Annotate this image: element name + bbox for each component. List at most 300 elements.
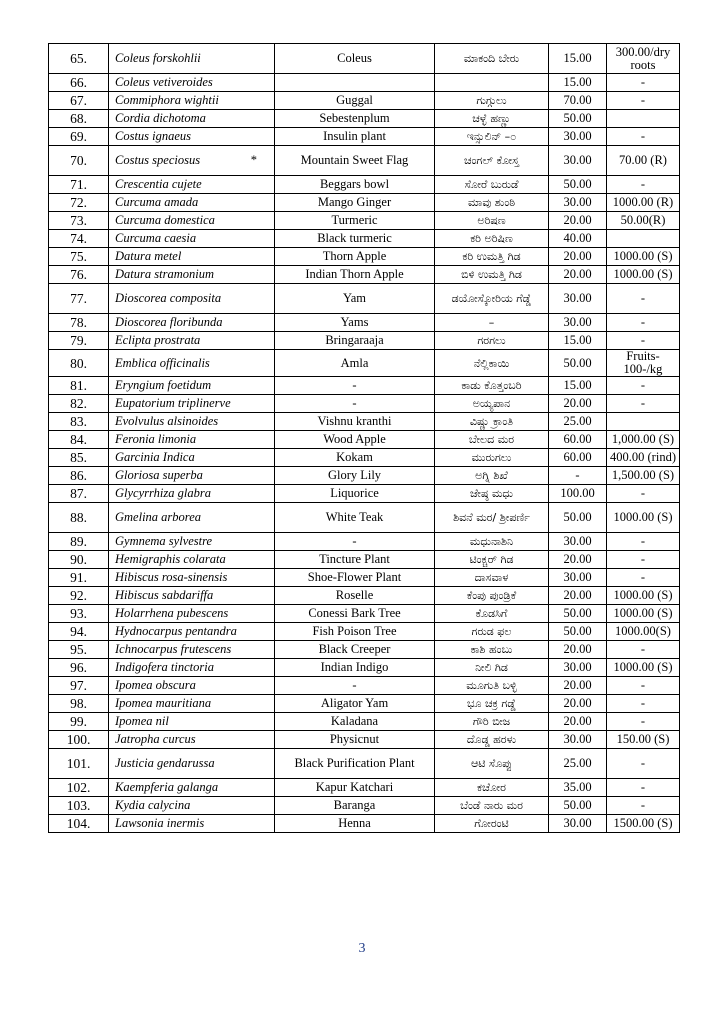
scientific-name (109, 395, 275, 413)
common-name-text: Coleus (337, 51, 372, 65)
table-row (49, 44, 680, 74)
common-name-text: Fish Poison Tree (312, 624, 397, 638)
kannada-name-text: ಕಚೋರ (477, 781, 506, 794)
kannada-name (435, 551, 549, 569)
row-number-text: 72. (70, 195, 87, 210)
kannada-name-text: ನೆಲ್ಲಿಕಾಯಿ (473, 356, 510, 370)
page-number: 3 (358, 941, 366, 956)
seedling-price-text: 15.00 (563, 75, 592, 89)
common-name-text: Kaladana (330, 714, 379, 728)
common-name (275, 587, 435, 605)
kannada-name-text: ಆಟಿ ಸೊಪ್ಪು (470, 757, 513, 770)
scientific-name (109, 92, 275, 110)
row-number (49, 413, 109, 431)
kannada-name (435, 110, 549, 128)
scientific-name-text: Eclipta prostrata (115, 333, 201, 347)
common-name (275, 230, 435, 248)
common-name-text: Bringaraaja (325, 333, 384, 347)
row-number-text: 80. (70, 355, 87, 371)
seedling-price-text: 30.00 (563, 291, 592, 305)
plant-price-table-container (48, 43, 679, 833)
row-number-text: 69. (70, 129, 87, 144)
row-number (49, 551, 109, 569)
row-number-text: 86. (70, 468, 87, 483)
row-number-text: 66. (70, 75, 87, 90)
row-number (49, 797, 109, 815)
seedling-price-text: 15.00 (563, 333, 592, 347)
produce-rate (607, 695, 680, 713)
produce-rate-text: 1,000.00 (S) (611, 432, 675, 446)
scientific-name (109, 623, 275, 641)
produce-rate-text: - (640, 552, 646, 566)
scientific-name (109, 815, 275, 833)
scientific-name-text: Kydia calycina (115, 798, 191, 812)
common-name-text: - (352, 396, 357, 410)
produce-rate-text: 1500.00 (S) (613, 816, 673, 830)
row-number-text: 90. (70, 552, 87, 567)
common-name (275, 551, 435, 569)
produce-rate (607, 587, 680, 605)
scientific-name-text: Kaempferia galanga (115, 780, 219, 794)
common-name (275, 248, 435, 266)
produce-rate-text: - (640, 570, 646, 584)
asterisk-mark: * (250, 153, 257, 167)
row-number (49, 92, 109, 110)
produce-rate (607, 533, 680, 551)
kannada-name-text: ಕಾಶಿ ಹಂಬು (470, 643, 513, 656)
produce-rate (607, 284, 680, 314)
produce-rate (607, 128, 680, 146)
scientific-name-text: Justicia gendarussa (115, 756, 215, 770)
kannada-name-text: ಕರಿ ಅರಿಷಿಣ (470, 232, 513, 245)
table-body (49, 44, 680, 833)
row-number-text: 88. (70, 510, 87, 525)
row-number-text: 92. (70, 588, 87, 603)
table-row (49, 731, 680, 749)
kannada-name-text: ಭೂ ಚಕ್ರ ಗಡ್ಡೆ (466, 697, 517, 710)
table-row (49, 92, 680, 110)
table-row (49, 485, 680, 503)
produce-rate (607, 779, 680, 797)
seedling-price-text: 20.00 (563, 642, 592, 656)
kannada-name-text: ಗೌರಿ ಬೀಜ (472, 715, 511, 728)
produce-rate (607, 467, 680, 485)
produce-rate (607, 395, 680, 413)
common-name (275, 467, 435, 485)
produce-rate (607, 74, 680, 92)
scientific-name (109, 194, 275, 212)
row-number (49, 266, 109, 284)
seedling-price-text: 25.00 (563, 414, 592, 428)
kannada-name (435, 677, 549, 695)
produce-rate-text: 1000.00 (S) (613, 660, 673, 674)
seedling-price-text: 20.00 (563, 249, 592, 263)
seedling-price (549, 551, 607, 569)
row-number (49, 641, 109, 659)
common-name-text: Glory Lily (327, 468, 382, 482)
seedling-price-text: 20.00 (563, 696, 592, 710)
scientific-name-text: Eupatorium triplinerve (115, 396, 231, 410)
seedling-price-text: 35.00 (563, 780, 592, 794)
kannada-name-text: ಚಳ್ಳೆ ಹಣ್ಣು (472, 112, 511, 125)
common-name-text: White Teak (325, 510, 384, 524)
seedling-price-text: 50.00 (563, 355, 592, 370)
scientific-name (109, 695, 275, 713)
common-name-text: Mango Ginger (317, 195, 392, 209)
common-name (275, 569, 435, 587)
seedling-price (549, 797, 607, 815)
row-number-text: 85. (70, 450, 87, 465)
produce-rate (607, 176, 680, 194)
row-number (49, 677, 109, 695)
produce-rate-text: - (640, 396, 646, 410)
row-number (49, 485, 109, 503)
kannada-name (435, 569, 549, 587)
seedling-price-text: 20.00 (563, 678, 592, 692)
produce-rate (607, 503, 680, 533)
kannada-name-text: ಸೋರೆ ಬುರುಡೆ (464, 178, 519, 191)
row-number-text: 67. (70, 93, 87, 108)
produce-rate-text: Fruits-100-/kg (623, 349, 663, 376)
common-name (275, 212, 435, 230)
produce-rate (607, 92, 680, 110)
row-number (49, 533, 109, 551)
common-name-text: Wood Apple (323, 432, 386, 446)
common-name (275, 485, 435, 503)
kannada-name-text: ಮಾವು ಶುಂಠಿ (467, 196, 515, 209)
scientific-name (109, 587, 275, 605)
scientific-name-text: Datura metel (115, 249, 182, 263)
common-name (275, 815, 435, 833)
row-number-text: 68. (70, 111, 87, 126)
kannada-name (435, 92, 549, 110)
common-name (275, 677, 435, 695)
kannada-name-text: ಗುಗ್ಗುಲು (476, 94, 507, 107)
common-name-text: Conessi Bark Tree (308, 606, 401, 620)
kannada-name-text: ದೊಡ್ಡ ಹರಳು (466, 733, 517, 746)
scientific-name-text: Holarrhena pubescens (115, 606, 229, 620)
produce-rate-text: - (640, 93, 646, 107)
kannada-name-text: ನೀಲಿ ಗಿಡ (475, 661, 508, 674)
scientific-name (109, 797, 275, 815)
kannada-name-text: ಚಂಗಲ್ ಕೋಸ್ತ (464, 154, 519, 167)
produce-rate-text: - (640, 714, 646, 728)
table-row (49, 332, 680, 350)
kannada-name (435, 377, 549, 395)
seedling-price (549, 44, 607, 74)
scientific-name-text: Glycyrrhiza glabra (115, 486, 211, 500)
seedling-price-text: 50.00 (563, 111, 592, 125)
kannada-name (435, 749, 549, 779)
kannada-name (435, 605, 549, 623)
row-number (49, 194, 109, 212)
row-number-text: 81. (70, 378, 87, 393)
common-name-text: Indian Thorn Apple (305, 267, 404, 281)
seedling-price (549, 110, 607, 128)
kannada-name (435, 194, 549, 212)
row-number-text: 93. (70, 606, 87, 621)
table-row (49, 569, 680, 587)
kannada-name (435, 266, 549, 284)
row-number (49, 128, 109, 146)
produce-rate-text: - (640, 378, 646, 392)
seedling-price-text: 30.00 (563, 534, 592, 548)
seedling-price-text: 20.00 (563, 552, 592, 566)
seedling-price-text: 100.00 (560, 486, 595, 500)
common-name-text: - (352, 378, 357, 392)
scientific-name-text: Ipomea obscura (115, 678, 196, 692)
kannada-name (435, 230, 549, 248)
kannada-name-text: ಬೇಲದ ಮರ (468, 433, 515, 446)
common-name (275, 713, 435, 731)
seedling-price-text: 20.00 (563, 588, 592, 602)
kannada-name (435, 248, 549, 266)
row-number (49, 779, 109, 797)
seedling-price (549, 377, 607, 395)
common-name-text: Aligator Yam (320, 696, 389, 710)
common-name (275, 332, 435, 350)
common-name (275, 779, 435, 797)
scientific-name (109, 44, 275, 74)
produce-rate (607, 332, 680, 350)
table-row (49, 314, 680, 332)
produce-rate (607, 146, 680, 176)
common-name-text: Indian Indigo (320, 660, 389, 674)
produce-rate-text: - (640, 678, 646, 692)
scientific-name (109, 128, 275, 146)
seedling-price (549, 695, 607, 713)
scientific-name (109, 413, 275, 431)
seedling-price (549, 659, 607, 677)
seedling-price (549, 623, 607, 641)
produce-rate-text: - (640, 486, 646, 500)
row-number-text: 103. (66, 798, 91, 813)
common-name-text: Shoe-Flower Plant (307, 570, 402, 584)
seedling-price (549, 194, 607, 212)
common-name (275, 92, 435, 110)
row-number-text: 98. (70, 696, 87, 711)
scientific-name (109, 503, 275, 533)
common-name-text: Thorn Apple (322, 249, 387, 263)
produce-rate (607, 44, 680, 74)
common-name-text: Physicnut (329, 732, 380, 746)
common-name-text: Yams (340, 315, 369, 329)
seedling-price-text: 20.00 (563, 714, 592, 728)
row-number-text: 87. (70, 486, 87, 501)
seedling-price-text: 15.00 (563, 51, 592, 65)
scientific-name (109, 314, 275, 332)
seedling-price-text: 30.00 (563, 153, 592, 167)
common-name-text: Guggal (336, 93, 373, 107)
row-number (49, 449, 109, 467)
common-name-text: Turmeric (331, 213, 378, 227)
scientific-name-text: Coleus vetiveroides (115, 75, 213, 89)
seedling-price-text: 30.00 (563, 660, 592, 674)
row-number (49, 110, 109, 128)
common-name (275, 413, 435, 431)
kannada-name-text: ಕೊಡಸಿಗೆ (475, 607, 508, 620)
table-row (49, 413, 680, 431)
scientific-name-text: Hibiscus rosa-sinensis (115, 570, 228, 584)
row-number-text: 95. (70, 642, 87, 657)
seedling-price-text: 60.00 (563, 432, 592, 446)
kannada-name (435, 815, 549, 833)
scientific-name (109, 431, 275, 449)
common-name (275, 266, 435, 284)
scientific-name-text: Gloriosa superba (115, 468, 203, 482)
table-row (49, 212, 680, 230)
common-name (275, 797, 435, 815)
seedling-price-text: 70.00 (563, 93, 592, 107)
table-row (49, 533, 680, 551)
kannada-name (435, 779, 549, 797)
common-name (275, 74, 435, 92)
row-number (49, 467, 109, 485)
seedling-price (549, 248, 607, 266)
row-number-text: 104. (66, 816, 91, 831)
produce-rate (607, 731, 680, 749)
common-name-text: Mountain Sweet Flag (300, 153, 409, 167)
common-name (275, 731, 435, 749)
seedling-price (549, 779, 607, 797)
row-number-text: 84. (70, 432, 87, 447)
row-number-text: 102. (66, 780, 91, 795)
produce-rate-text: 1000.00 (S) (613, 267, 673, 281)
scientific-name (109, 641, 275, 659)
row-number-text: 94. (70, 624, 87, 639)
kannada-name-text: ಬೆಂಡೆ ನಾರು ಮರ (460, 799, 523, 812)
seedling-price (549, 815, 607, 833)
scientific-name-text: Costus ignaeus (115, 129, 192, 143)
scientific-name-text: Emblica officinalis (115, 355, 210, 370)
row-number (49, 284, 109, 314)
seedling-price (549, 677, 607, 695)
seedling-price (549, 503, 607, 533)
seedling-price-text: 30.00 (563, 732, 592, 746)
seedling-price-text: 40.00 (563, 231, 592, 245)
kannada-name (435, 533, 549, 551)
kannada-name (435, 449, 549, 467)
produce-rate (607, 350, 680, 377)
produce-rate (607, 797, 680, 815)
kannada-name (435, 176, 549, 194)
kannada-name-text: ಮೂಗುತಿ ಬಳ್ಳಿ (466, 679, 517, 692)
scientific-name (109, 485, 275, 503)
produce-rate-text: 1000.00 (S) (613, 606, 673, 620)
table-row (49, 146, 680, 176)
kannada-name (435, 713, 549, 731)
row-number (49, 431, 109, 449)
common-name (275, 395, 435, 413)
common-name (275, 431, 435, 449)
produce-rate (607, 431, 680, 449)
scientific-name-text: Ipomea mauritiana (115, 696, 212, 710)
produce-rate (607, 677, 680, 695)
scientific-name-text: Gymnema sylvestre (115, 534, 213, 548)
kannada-name-text: ಗರಗಲು (477, 334, 506, 347)
row-number-text: 96. (70, 660, 87, 675)
scientific-name-text: Crescentia cujete (115, 177, 202, 191)
row-number (49, 395, 109, 413)
scientific-name-text: Cordia dichotoma (115, 111, 206, 125)
produce-rate (607, 659, 680, 677)
produce-rate-text: 1000.00 (R) (612, 195, 674, 209)
seedling-price (549, 569, 607, 587)
seedling-price (549, 413, 607, 431)
scientific-name-text: Evolvulus alsinoides (115, 414, 219, 428)
scientific-name (109, 779, 275, 797)
seedling-price (549, 641, 607, 659)
produce-rate (607, 266, 680, 284)
kannada-name-text: ಟಿಂಕ್ಚರ್ ಗಿಡ (469, 553, 514, 566)
common-name (275, 176, 435, 194)
produce-rate-text: 300.00/dry roots (615, 44, 671, 72)
seedling-price (549, 350, 607, 377)
table-row (49, 503, 680, 533)
scientific-name (109, 176, 275, 194)
row-number (49, 74, 109, 92)
scientific-name-text: Feronia limonia (115, 432, 197, 446)
common-name-text: - (352, 534, 357, 548)
common-name (275, 749, 435, 779)
seedling-price (549, 533, 607, 551)
scientific-name-text: Ipomea nil (115, 714, 169, 728)
kannada-name-text: ಗರುಡ ಫಲ (471, 625, 512, 638)
scientific-name-text: Curcuma domestica (115, 213, 215, 227)
produce-rate (607, 110, 680, 128)
common-name-text: Tincture Plant (319, 552, 390, 566)
scientific-name (109, 677, 275, 695)
common-name (275, 641, 435, 659)
common-name (275, 284, 435, 314)
kannada-name (435, 212, 549, 230)
common-name-text: Insulin plant (323, 129, 386, 143)
produce-rate-text: - (640, 696, 646, 710)
kannada-name-text: ಇನ್ಸುಲಿನ್ –೦ (466, 130, 517, 143)
row-number (49, 314, 109, 332)
scientific-name (109, 551, 275, 569)
row-number (49, 587, 109, 605)
produce-rate-text: - (640, 291, 646, 305)
scientific-name (109, 569, 275, 587)
common-name (275, 350, 435, 377)
row-number (49, 749, 109, 779)
kannada-name (435, 146, 549, 176)
seedling-price (549, 713, 607, 731)
row-number (49, 569, 109, 587)
produce-rate (607, 314, 680, 332)
common-name (275, 110, 435, 128)
seedling-price (549, 395, 607, 413)
row-number-text: 101. (66, 756, 91, 771)
common-name (275, 533, 435, 551)
row-number (49, 713, 109, 731)
produce-rate-text: - (640, 75, 646, 89)
scientific-name-text: Hemigraphis colarata (115, 552, 226, 566)
table-row (49, 449, 680, 467)
kannada-name (435, 623, 549, 641)
table-row (49, 431, 680, 449)
scientific-name (109, 449, 275, 467)
scientific-name-text: Coleus forskohlii (115, 51, 201, 65)
produce-rate (607, 569, 680, 587)
produce-rate (607, 230, 680, 248)
kannada-name (435, 485, 549, 503)
common-name-text: - (352, 678, 357, 692)
table-row (49, 779, 680, 797)
kannada-name (435, 641, 549, 659)
seedling-price (549, 749, 607, 779)
